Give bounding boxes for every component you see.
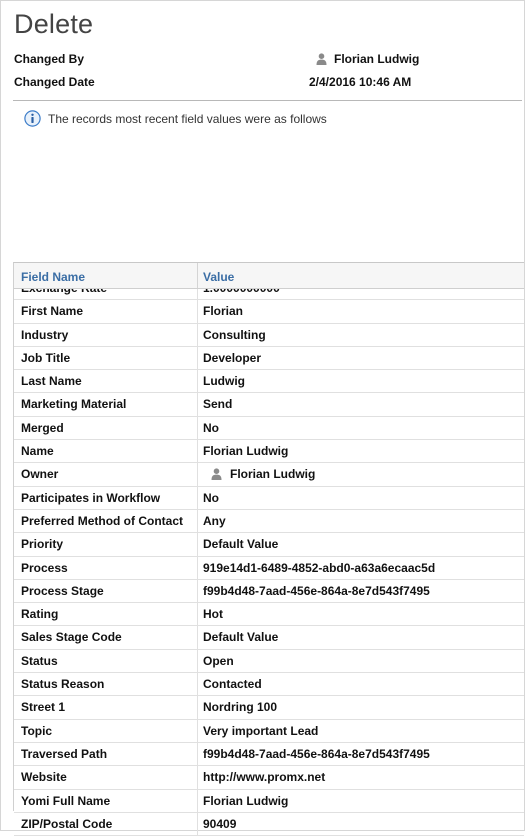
column-divider: [197, 393, 198, 415]
field-name-cell: Preferred Method of Contact: [21, 513, 184, 528]
table-row[interactable]: [14, 370, 524, 393]
info-message: [24, 110, 327, 127]
column-divider: [197, 370, 198, 392]
column-divider: [197, 533, 198, 555]
value-cell: Open: [203, 653, 234, 668]
column-divider: [197, 813, 198, 835]
field-name-cell: Merged: [21, 420, 64, 435]
column-divider: [197, 510, 198, 532]
table-row[interactable]: [14, 440, 524, 463]
value-cell: [203, 467, 315, 481]
table-row[interactable]: [14, 696, 524, 719]
column-header-field-name[interactable]: Field Name: [21, 270, 86, 284]
grid-header: [14, 263, 524, 289]
field-name-cell: ZIP/Postal Code: [21, 816, 113, 831]
value-cell: Any: [203, 513, 226, 528]
table-row[interactable]: [14, 626, 524, 649]
field-name-cell: Traversed Path: [21, 746, 108, 761]
field-values-grid[interactable]: [13, 262, 524, 831]
column-header-value[interactable]: Value: [203, 270, 235, 284]
table-row[interactable]: [14, 813, 524, 836]
field-name-cell: Name: [21, 444, 54, 459]
column-divider: [197, 650, 198, 672]
table-row[interactable]: [14, 533, 524, 556]
column-divider: [197, 603, 198, 625]
field-name-cell: Marketing Material: [21, 397, 127, 412]
value-cell: f99b4d48-7aad-456e-864a-8e7d543f7495: [203, 583, 430, 598]
field-name-cell: Status: [21, 653, 58, 668]
column-divider: [197, 580, 198, 602]
info-icon: [24, 110, 41, 127]
field-name-cell: Priority: [21, 537, 64, 552]
changed-by-name[interactable]: Florian Ludwig: [334, 52, 420, 66]
field-name-cell: Owner: [21, 467, 59, 482]
value-cell: f99b4d48-7aad-456e-864a-8e7d543f7495: [203, 746, 430, 761]
column-divider: [197, 766, 198, 788]
column-divider: [197, 487, 198, 509]
changed-date-label: Changed Date: [14, 75, 95, 89]
changed-by-label: Changed By: [14, 52, 85, 66]
changed-date-value: 2/4/2016 10:46 AM: [309, 75, 412, 89]
value-cell: No: [203, 420, 219, 435]
owner-link[interactable]: Florian Ludwig: [230, 467, 316, 482]
field-name-cell: Yomi Full Name: [21, 793, 111, 808]
field-name-cell: Rating: [21, 607, 59, 622]
column-divider: [197, 300, 198, 322]
field-name-cell: Topic: [21, 723, 53, 738]
column-divider: [197, 417, 198, 439]
column-divider: [197, 743, 198, 765]
value-cell: 919e14d1-6489-4852-abd0-a63a6ecaac5d: [203, 560, 436, 575]
field-name-cell: Process Stage: [21, 583, 104, 598]
column-divider: [197, 626, 198, 648]
value-cell: Developer: [203, 350, 262, 365]
page-title: Delete: [14, 9, 94, 39]
field-name-cell: Sales Stage Code: [21, 630, 122, 645]
column-divider: [197, 263, 198, 288]
table-row[interactable]: [14, 487, 524, 510]
value-cell: Default Value: [203, 630, 279, 645]
column-divider: [197, 790, 198, 812]
value-cell: Hot: [203, 607, 223, 622]
value-cell: No: [203, 490, 219, 505]
value-cell: 90409: [203, 816, 237, 831]
field-name-cell: Process: [21, 560, 68, 575]
field-name-cell: Last Name: [21, 374, 82, 389]
table-row[interactable]: [14, 580, 524, 603]
column-divider: [197, 720, 198, 742]
value-cell: Send: [203, 397, 233, 412]
value-cell: Florian Ludwig: [203, 444, 289, 459]
table-row[interactable]: [14, 673, 524, 696]
table-row[interactable]: [14, 324, 524, 347]
field-name-cell: Participates in Workflow: [21, 490, 161, 505]
table-row[interactable]: [14, 790, 524, 813]
table-row[interactable]: [14, 417, 524, 440]
table-row[interactable]: [14, 766, 524, 789]
user-icon: [316, 53, 327, 65]
column-divider: [197, 557, 198, 579]
table-row[interactable]: [14, 510, 524, 533]
value-cell: Florian: [203, 304, 244, 319]
changed-by-value: [309, 52, 419, 66]
table-row[interactable]: [14, 720, 524, 743]
table-row[interactable]: [14, 557, 524, 580]
value-cell: Ludwig: [203, 374, 245, 389]
table-row[interactable]: [14, 743, 524, 766]
info-text: The records most recent field values were as follows: [48, 111, 327, 126]
column-divider: [197, 673, 198, 695]
field-name-cell: Status Reason: [21, 677, 105, 692]
value-cell: http://www.promx.net: [203, 770, 326, 785]
value-cell: Nordring 100: [203, 700, 278, 715]
user-icon: [211, 468, 222, 480]
column-divider: [197, 347, 198, 369]
field-name-cell: Industry: [21, 327, 69, 342]
column-divider: [197, 440, 198, 462]
column-divider: [197, 463, 198, 485]
field-name-cell: Website: [21, 770, 67, 785]
column-divider: [197, 696, 198, 718]
value-cell: Florian Ludwig: [203, 793, 289, 808]
grid-rows: [14, 277, 524, 836]
field-name-cell: Street 1: [21, 700, 66, 715]
value-cell: Consulting: [203, 327, 266, 342]
field-name-cell: First Name: [21, 304, 84, 319]
value-cell: Default Value: [203, 537, 279, 552]
column-divider: [197, 324, 198, 346]
table-row[interactable]: [14, 300, 524, 323]
header-divider: [13, 100, 522, 101]
table-row[interactable]: [14, 603, 524, 626]
table-row[interactable]: [14, 463, 524, 486]
table-row[interactable]: [14, 650, 524, 673]
table-row[interactable]: [14, 347, 524, 370]
field-name-cell: Job Title: [21, 350, 71, 365]
table-row[interactable]: [14, 393, 524, 416]
value-cell: Very important Lead: [203, 723, 319, 738]
value-cell: Contacted: [203, 677, 262, 692]
